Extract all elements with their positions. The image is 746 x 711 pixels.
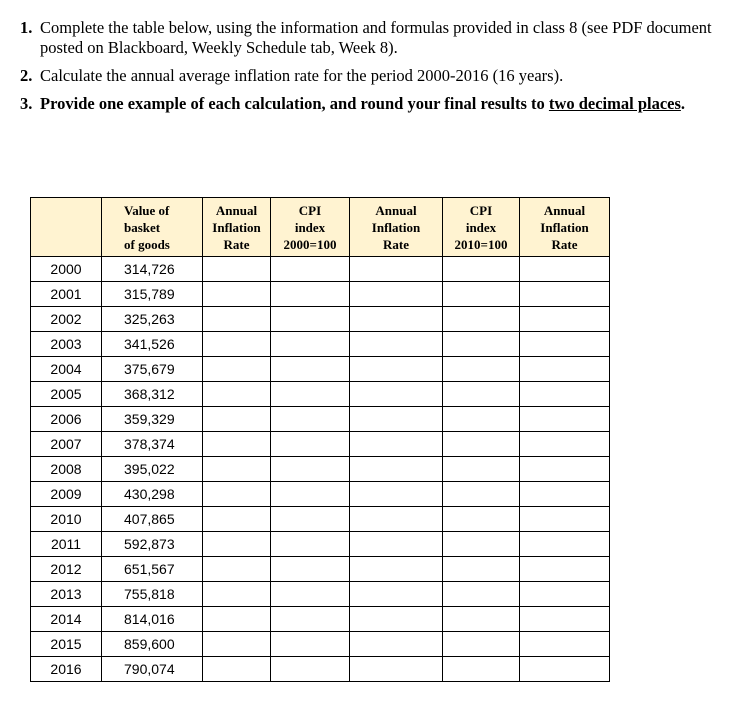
annual-inflation-rate-3-cell[interactable] [520,407,610,432]
instruction-text-underlined: two decimal places [548,94,681,113]
cpi-index-2010-cell[interactable] [443,632,520,657]
annual-inflation-rate-3-cell[interactable] [520,357,610,382]
table-row [31,332,610,357]
basket-value-cell: 814,016 [102,607,203,632]
cpi-index-2000-cell[interactable] [271,607,350,632]
cpi-index-2010-cell[interactable] [443,407,520,432]
annual-inflation-rate-3-cell[interactable] [520,607,610,632]
annual-inflation-rate-3-cell[interactable] [520,332,610,357]
year-cell: 2000 [31,257,102,282]
cpi-index-2010-cell[interactable] [443,257,520,282]
annual-inflation-rate-3-cell[interactable] [520,382,610,407]
year-cell: 2005 [31,382,102,407]
basket-value-cell: 407,865 [102,507,203,532]
cpi-index-2010-cell[interactable] [443,532,520,557]
annual-inflation-rate-1-cell[interactable] [203,532,271,557]
basket-value-cell: 341,526 [102,332,203,357]
year-cell: 2006 [31,407,102,432]
annual-inflation-rate-2-cell[interactable] [350,582,443,607]
annual-inflation-rate-1-cell[interactable] [203,407,271,432]
cpi-index-2000-cell[interactable] [271,657,350,682]
header-cpi-index-2010: CPI index 2010=100 [443,198,520,257]
annual-inflation-rate-1-cell[interactable] [203,607,271,632]
year-cell: 2010 [31,507,102,532]
annual-inflation-rate-2-cell[interactable] [350,607,443,632]
year-cell: 2003 [31,332,102,357]
inflation-table [30,197,610,682]
annual-inflation-rate-2-cell[interactable] [350,657,443,682]
year-cell: 2012 [31,557,102,582]
annual-inflation-rate-2-cell[interactable] [350,382,443,407]
cpi-index-2000-cell[interactable] [271,257,350,282]
annual-inflation-rate-3-cell[interactable] [520,632,610,657]
cpi-index-2010-cell[interactable] [443,582,520,607]
cpi-index-2000-cell[interactable] [271,432,350,457]
header-annual-inflation-rate-3: Annual Inflation Rate [520,198,610,257]
annual-inflation-rate-2-cell[interactable] [350,332,443,357]
cpi-index-2010-cell[interactable] [443,482,520,507]
basket-value-cell: 314,726 [102,257,203,282]
annual-inflation-rate-3-cell[interactable] [520,307,610,332]
table-row [31,582,610,607]
table-row [31,532,610,557]
table-row [31,632,610,657]
annual-inflation-rate-3-cell[interactable] [520,282,610,307]
table-row [31,507,610,532]
instruction-number: 2. [20,66,33,85]
cpi-index-2000-cell[interactable] [271,307,350,332]
annual-inflation-rate-1-cell[interactable] [203,432,271,457]
cpi-index-2010-cell[interactable] [443,432,520,457]
cpi-index-2010-cell[interactable] [443,557,520,582]
annual-inflation-rate-3-cell[interactable] [520,432,610,457]
year-cell: 2011 [31,532,102,557]
annual-inflation-rate-3-cell[interactable] [520,557,610,582]
annual-inflation-rate-1-cell[interactable] [203,307,271,332]
annual-inflation-rate-1-cell[interactable] [203,582,271,607]
annual-inflation-rate-1-cell[interactable] [203,482,271,507]
inflation-table-wrapper [30,197,610,682]
basket-value-cell: 325,263 [102,307,203,332]
cpi-index-2010-cell[interactable] [443,507,520,532]
annual-inflation-rate-1-cell[interactable] [203,257,271,282]
basket-value-cell: 395,022 [102,457,203,482]
cpi-index-2000-cell[interactable] [271,357,350,382]
cpi-index-2000-cell[interactable] [271,557,350,582]
cpi-index-2010-cell[interactable] [443,457,520,482]
year-cell: 2013 [31,582,102,607]
instruction-item-2 [20,66,720,86]
table-row [31,432,610,457]
header-cpi-index-2000: CPI index 2000=100 [271,198,350,257]
basket-value-cell: 368,312 [102,382,203,407]
annual-inflation-rate-3-cell[interactable] [520,482,610,507]
annual-inflation-rate-1-cell[interactable] [203,357,271,382]
annual-inflation-rate-2-cell[interactable] [350,632,443,657]
cpi-index-2010-cell[interactable] [443,307,520,332]
basket-value-cell: 378,374 [102,432,203,457]
table-row [31,382,610,407]
annual-inflation-rate-1-cell[interactable] [203,282,271,307]
year-cell: 2009 [31,482,102,507]
instruction-number: 3. [20,94,33,113]
table-row [31,257,610,282]
basket-value-cell: 430,298 [102,482,203,507]
basket-value-cell: 859,600 [102,632,203,657]
table-row [31,657,610,682]
instructions-list [20,18,720,122]
instruction-item-1 [20,18,720,58]
cpi-index-2000-cell[interactable] [271,482,350,507]
instruction-text: Calculate the annual average inflation rate for the period 2000-2016 (16 years). [40,66,564,85]
cpi-index-2010-cell[interactable] [443,657,520,682]
table-row [31,407,610,432]
cpi-index-2000-cell[interactable] [271,507,350,532]
header-value-of-basket: Value of basket of goods [102,198,203,257]
table-row [31,482,610,507]
annual-inflation-rate-3-cell[interactable] [520,582,610,607]
cpi-index-2000-cell[interactable] [271,582,350,607]
header-year [31,198,102,257]
annual-inflation-rate-2-cell[interactable] [350,482,443,507]
annual-inflation-rate-3-cell[interactable] [520,532,610,557]
table-header-row [31,198,610,257]
annual-inflation-rate-2-cell[interactable] [350,407,443,432]
table-row [31,307,610,332]
cpi-index-2000-cell[interactable] [271,532,350,557]
year-cell: 2007 [31,432,102,457]
table-row [31,607,610,632]
year-cell: 2016 [31,657,102,682]
annual-inflation-rate-1-cell[interactable] [203,382,271,407]
annual-inflation-rate-1-cell[interactable] [203,332,271,357]
cpi-index-2000-cell[interactable] [271,457,350,482]
annual-inflation-rate-3-cell[interactable] [520,457,610,482]
annual-inflation-rate-2-cell[interactable] [350,532,443,557]
annual-inflation-rate-1-cell[interactable] [203,632,271,657]
basket-value-cell: 755,818 [102,582,203,607]
annual-inflation-rate-1-cell[interactable] [203,557,271,582]
cpi-index-2010-cell[interactable] [443,357,520,382]
cpi-index-2000-cell[interactable] [271,407,350,432]
table-row [31,282,610,307]
cpi-index-2000-cell[interactable] [271,332,350,357]
cpi-index-2010-cell[interactable] [443,332,520,357]
annual-inflation-rate-3-cell[interactable] [520,507,610,532]
annual-inflation-rate-3-cell[interactable] [520,257,610,282]
cpi-index-2010-cell[interactable] [443,607,520,632]
annual-inflation-rate-2-cell[interactable] [350,357,443,382]
year-cell: 2008 [31,457,102,482]
basket-value-cell: 375,679 [102,357,203,382]
basket-value-cell: 790,074 [102,657,203,682]
instruction-item-3 [20,94,720,114]
basket-value-cell: 359,329 [102,407,203,432]
annual-inflation-rate-2-cell[interactable] [350,307,443,332]
instruction-text [40,94,720,114]
annual-inflation-rate-2-cell[interactable] [350,557,443,582]
cpi-index-2000-cell[interactable] [271,382,350,407]
instruction-text: Complete the table below, using the information and formulas provided in class 8 (see PDF document posted on Blackboard, Weekly Schedule tab, Week 8). [40,18,712,57]
header-annual-inflation-rate-1: Annual Inflation Rate [203,198,271,257]
basket-value-cell: 315,789 [102,282,203,307]
year-cell: 2015 [31,632,102,657]
cpi-index-2000-cell[interactable] [271,632,350,657]
basket-value-cell: 651,567 [102,557,203,582]
annual-inflation-rate-2-cell[interactable] [350,282,443,307]
table-row [31,357,610,382]
year-cell: 2001 [31,282,102,307]
header-annual-inflation-rate-2: Annual Inflation Rate [350,198,443,257]
instruction-text-bold: Provide one example of each calculation, and round your final results to [40,94,549,113]
cpi-index-2000-cell[interactable] [271,282,350,307]
annual-inflation-rate-1-cell[interactable] [203,507,271,532]
annual-inflation-rate-2-cell[interactable] [350,507,443,532]
instruction-text-end: . [680,94,686,113]
year-cell: 2004 [31,357,102,382]
annual-inflation-rate-1-cell[interactable] [203,657,271,682]
table-row [31,557,610,582]
year-cell: 2014 [31,607,102,632]
annual-inflation-rate-1-cell[interactable] [203,457,271,482]
table-row [31,457,610,482]
cpi-index-2010-cell[interactable] [443,282,520,307]
annual-inflation-rate-2-cell[interactable] [350,257,443,282]
year-cell: 2002 [31,307,102,332]
cpi-index-2010-cell[interactable] [443,382,520,407]
annual-inflation-rate-3-cell[interactable] [520,657,610,682]
instruction-number: 1. [20,18,33,37]
basket-value-cell: 592,873 [102,532,203,557]
annual-inflation-rate-2-cell[interactable] [350,432,443,457]
table-body [31,257,610,682]
annual-inflation-rate-2-cell[interactable] [350,457,443,482]
